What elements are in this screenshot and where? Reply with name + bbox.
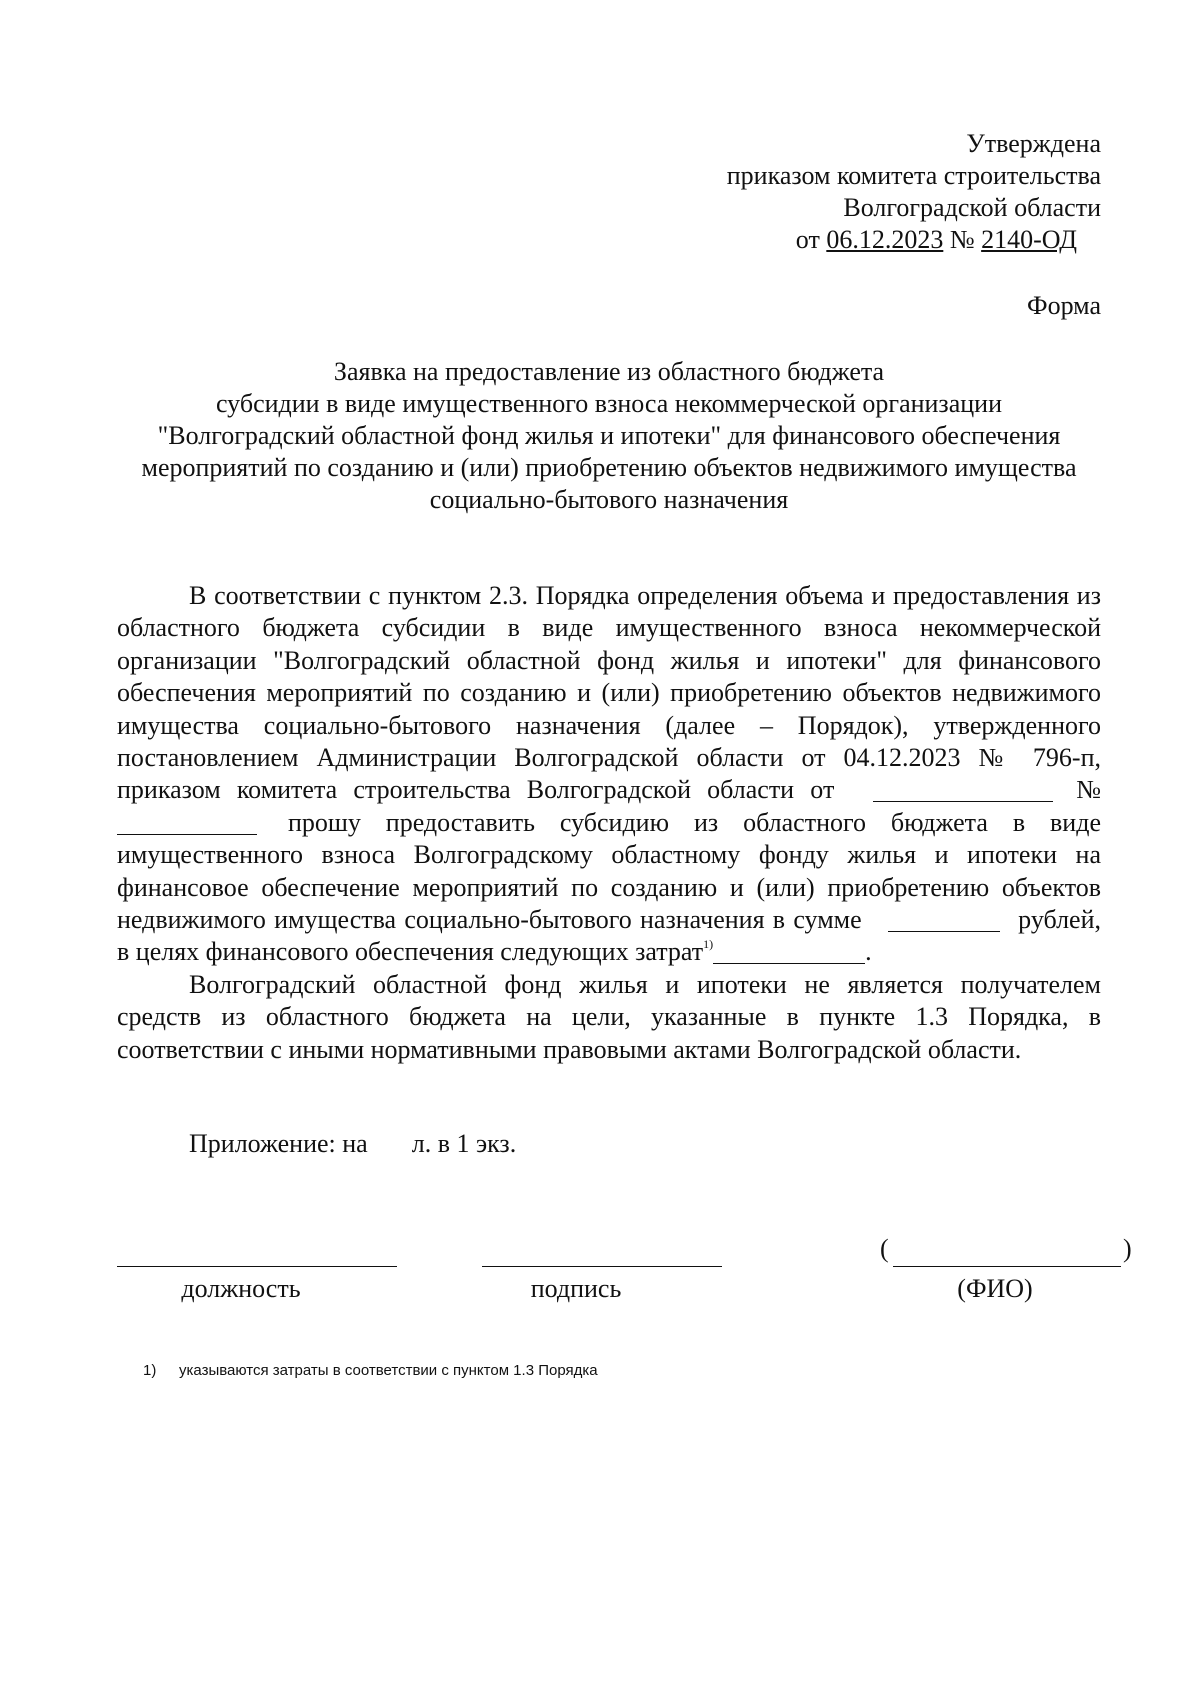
attachment-suffix: л. в 1 экз. bbox=[411, 1129, 517, 1158]
document-title bbox=[117, 356, 1101, 516]
position-signature-line[interactable] bbox=[117, 1266, 397, 1267]
form-label: Форма bbox=[1027, 291, 1101, 320]
title-line-3: "Волгоградский областной фонд жилья и ипотеки" для финансового обеспечения bbox=[157, 421, 1061, 450]
expenses-blank[interactable] bbox=[713, 937, 865, 964]
position-label: должность bbox=[181, 1274, 301, 1303]
order-date-blank[interactable] bbox=[873, 775, 1053, 802]
footnote-text: указываются затраты в соответствии с пунктом 1.3 Порядка bbox=[179, 1362, 598, 1379]
approval-line-3: Волгоградской области bbox=[843, 193, 1101, 222]
approval-number: 2140-ОД bbox=[981, 225, 1077, 254]
fio-open-bracket: ( bbox=[880, 1234, 889, 1263]
paragraph-1-text-b: прошу предоставить субсидию из областного бюджета в виде имущественного взноса Волгоградскому областному фонду жилья и ипотеки на финансовое обеспечение мероприятий по созданию и (или) приобретению объектов недвижимого имущества социально-бытового назначения в сумме bbox=[117, 807, 1101, 935]
fio-close-bracket: ) bbox=[1123, 1234, 1132, 1263]
approval-line-1: Утверждена bbox=[966, 129, 1101, 158]
title-line-2: субсидии в виде имущественного взноса некоммерческой организации bbox=[215, 389, 1002, 418]
approval-date: 06.12.2023 bbox=[826, 225, 944, 254]
order-number-blank[interactable] bbox=[117, 808, 257, 835]
attachment-line bbox=[189, 1128, 516, 1160]
title-line-4: мероприятий по созданию и (или) приобретению объектов недвижимого имущества bbox=[141, 453, 1077, 482]
order-number-sign: № bbox=[1066, 775, 1102, 805]
paragraph-1 bbox=[117, 580, 1101, 969]
document-body bbox=[117, 580, 1101, 1066]
signature-line[interactable] bbox=[482, 1266, 722, 1267]
fio-label: (ФИО) bbox=[957, 1274, 1033, 1303]
paragraph-1-end: . bbox=[865, 937, 872, 967]
footnote-ref: 1) bbox=[703, 937, 714, 952]
footnote-number: 1) bbox=[143, 1362, 157, 1379]
title-line-1: Заявка на предоставление из областного бюджета bbox=[333, 357, 885, 386]
paragraph-1-text-c: рублей, в целях финансового обеспечения следующих затрат bbox=[117, 905, 1101, 967]
signature-label: подпись bbox=[530, 1274, 622, 1303]
footnote bbox=[143, 1361, 598, 1381]
amount-blank[interactable] bbox=[888, 905, 1000, 932]
approval-block bbox=[727, 128, 1101, 256]
paragraph-1-text-a: В соответствии с пунктом 2.3. Порядка определения объема и предоставления из областного бюджета субсидии в виде имущественного взноса некоммерческой организации "Волгоградский областной фонд жилья и ипотеки" для финансового обеспечения мероприятий по созданию и (или) приобретению объектов недвижимого имущества социально-бытового назначения (далее – Порядок), утвержденного постановлением Администрации Волгоградской области от 04.12.2023 № 796-п, приказом комитета строительства Волгоградской области от bbox=[117, 581, 1101, 805]
approval-date-prefix: от bbox=[795, 225, 820, 254]
fio-line[interactable] bbox=[893, 1266, 1121, 1267]
approval-line-4 bbox=[727, 224, 1077, 256]
approval-number-sign: № bbox=[949, 225, 975, 254]
paragraph-2: Волгоградский областной фонд жилья и ипотеки не является получателем средств из областного бюджета на цели, указанные в пункте 1.3 Порядка, в соответствии с иными нормативными правовыми актами Волгоградской области. bbox=[117, 969, 1101, 1064]
attachment-prefix: Приложение: на bbox=[189, 1129, 368, 1158]
approval-line-2: приказом комитета строительства bbox=[726, 161, 1101, 190]
title-line-5: социально-бытового назначения bbox=[429, 485, 789, 514]
